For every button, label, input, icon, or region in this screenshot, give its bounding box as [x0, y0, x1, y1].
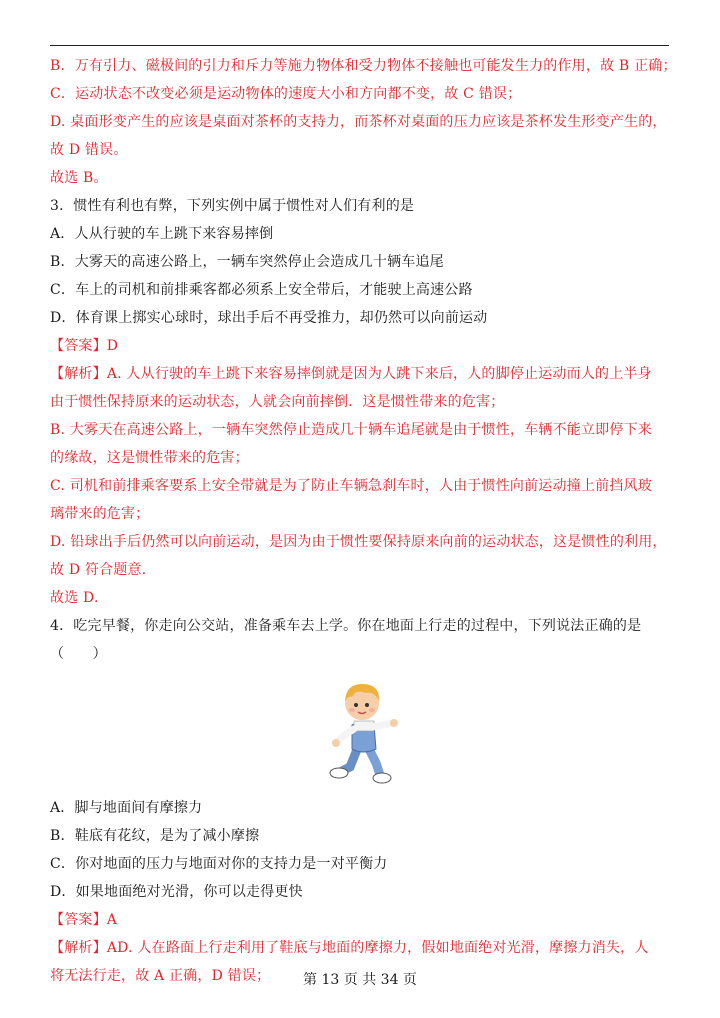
q3-option-b: B．大雾天的高速公路上，一辆车突然停止会造成几十辆车追尾	[50, 254, 444, 270]
q4-option-d: D．如果地面绝对光滑，你可以走得更快	[50, 884, 303, 900]
q4-option-a: A．脚与地面间有摩擦力	[50, 800, 203, 816]
q4-analysis-tag: 【解析】	[50, 940, 107, 956]
q3-answer: 【答案】D	[50, 338, 119, 354]
q4-option-c: C．你对地面的压力与地面对你的支持力是一对平衡力	[50, 856, 388, 872]
walking-boy-illustration	[50, 670, 674, 790]
q3-analysis-line-5: C. 司机和前排乘客要系上安全带就是为了防止车辆急刹车时，人由于惯性向前运动撞上前挡风玻	[50, 478, 652, 494]
q4-analysis-text-1: AD. 人在路面上行走利用了鞋底与地面的摩擦力，假如地面绝对光滑，摩擦力消失，人	[106, 940, 649, 956]
prev-option-d-analysis-1: D. 桌面形变产生的应该是桌面对茶杯的支持力，而茶杯对桌面的压力应该是茶杯发生形变产生的，	[50, 114, 667, 130]
q4-option-b: B．鞋底有花纹，是为了减小摩擦	[50, 828, 260, 844]
q3-stem: 3．惯性有利也有弊，下列实例中属于惯性对人们有利的是	[50, 198, 415, 214]
q3-option-c: C．车上的司机和前排乘客都必须系上安全带后，才能驶上高速公路	[50, 282, 473, 298]
page-footer: 第 13 页 共 34 页	[303, 972, 417, 988]
q3-analysis-line-7: D. 铅球出手后仍然可以向前运动，是因为由于惯性要保持原来向前的运动状态，这是惯性的利用，	[50, 534, 667, 550]
q3-analysis-line-4: 的缘故，这是惯性带来的危害；	[50, 450, 249, 466]
q3-analysis-line-2: 由于惯性保持原来的运动状态，人就会向前摔倒．这是惯性带来的危害；	[50, 394, 505, 410]
q3-option-a: A．人从行驶的车上跳下来容易摔倒	[50, 226, 274, 242]
q4-blank: （ ）	[50, 646, 107, 662]
page-content	[50, 52, 677, 990]
q4-analysis-line-1	[50, 934, 674, 962]
q3-analysis-line-3: B. 大雾天在高速公路上，一辆车突然停止造成几十辆车追尾就是由于惯性，车辆不能立即停下来	[50, 422, 652, 438]
q4-stem: 4．吃完早餐，你走向公交站，准备乘车去上学。你在地面上行走的过程中，下列说法正确的是	[50, 618, 642, 634]
prev-option-c-analysis: C．运动状态不改变必须是运动物体的速度大小和方向都不变，故 C 错误；	[50, 86, 522, 102]
q4-answer: 【答案】A	[50, 912, 118, 928]
prev-option-b-analysis: B．万有引力、磁极间的引力和斥力等施力物体和受力物体不接触也可能发生力的作用，故 B 正确；	[50, 58, 677, 74]
q3-option-d: D．体育课上掷实心球时，球出手后不再受推力，却仍然可以向前运动	[50, 310, 488, 326]
q3-analysis-line-6: 璃带来的危害；	[50, 506, 150, 522]
q3-analysis-text-1: A. 人从行驶的车上跳下来容易摔倒就是因为人跳下来后，人的脚停止运动而人的上半身	[106, 366, 652, 382]
q3-analysis-line-8: 故 D 符合题意．	[50, 562, 156, 578]
prev-option-d-analysis-2: 故 D 错误。	[50, 142, 128, 158]
q3-analysis-line-1	[50, 360, 674, 388]
header-rule	[50, 45, 669, 46]
prev-final-answer: 故选 B。	[50, 170, 108, 186]
q3-final-answer: 故选 D.	[50, 590, 99, 606]
q4-analysis-line-2: 将无法行走，故 A 正确，D 错误；	[50, 968, 271, 984]
q3-analysis-tag: 【解析】	[50, 366, 107, 382]
walking-boy-icon	[322, 675, 402, 785]
